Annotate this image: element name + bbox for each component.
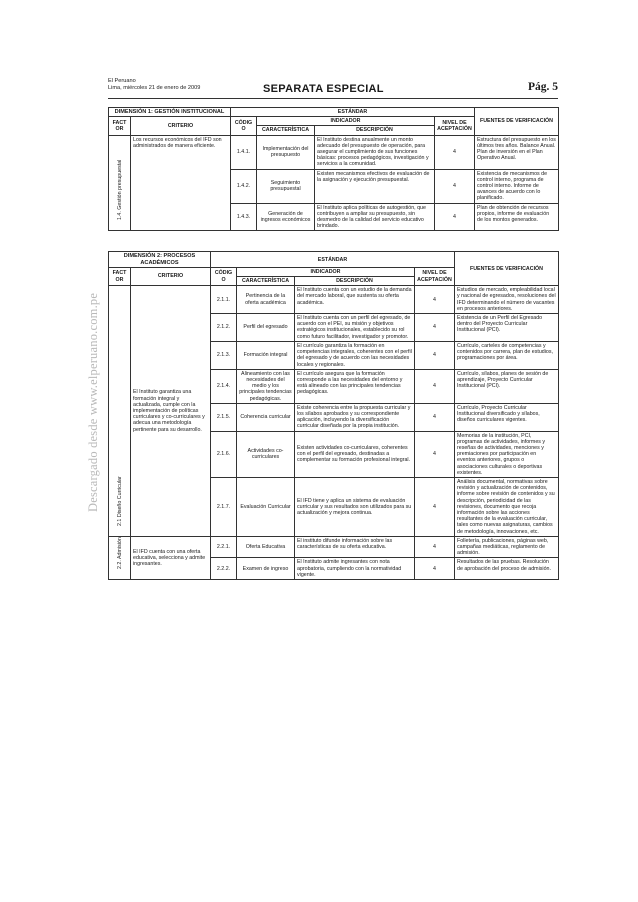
characteristic-cell: Seguimiento presupuestal [257, 169, 315, 203]
level-header: NIVEL DE ACEPTACIÓN [415, 267, 455, 285]
table-dimension-1 [108, 107, 559, 231]
sources-cell: Estudios de mercado, empleabilidad local y nacional de egresados, resoluciones del IFD determinando el número de vacantes en procesos anteriores. [455, 286, 559, 314]
page-number: Pág. 5 [527, 81, 558, 93]
code-cell: 1.4.3. [231, 203, 257, 231]
sources-header: FUENTES DE VERIFICACIÓN [475, 108, 559, 136]
characteristic-header: CARACTERÍSTICA [257, 126, 315, 135]
factor-cell: 2.1 Diseño Curricular [109, 286, 131, 537]
date-line: Lima, miércoles 21 de enero de 2009 [108, 84, 201, 91]
code-cell: 1.4.1. [231, 135, 257, 169]
characteristic-header: CARACTERÍSTICA [237, 277, 295, 286]
sources-cell: Currículo, Proyecto Curricular Institucional diversificado y sílabos, diseños curriculares vigentes. [455, 403, 559, 431]
newspaper-name: El Peruano [108, 78, 136, 84]
sources-cell: Existencia de mecanismos de control interno, programa de control interno. Informe de avances de acuerdo con lo planificado. [475, 169, 559, 203]
code-cell: 2.1.7. [211, 477, 237, 536]
level-cell: 4 [415, 431, 455, 477]
characteristic-cell: Actividades co-curriculares [237, 431, 295, 477]
level-cell: 4 [415, 314, 455, 342]
code-cell: 2.1.4. [211, 369, 237, 403]
table-row [109, 135, 559, 169]
code-cell: 2.1.2. [211, 314, 237, 342]
characteristic-cell: Coherencia curricular [237, 403, 295, 431]
description-cell: Existe coherencia entre la propuesta curricular y los sílabos aprobados y su correspondiente aplicación, incluyendo la diversificación curricular diseñada por la propia institución. [295, 403, 415, 431]
description-cell: El Instituto cuenta con un perfil del egresado, de acuerdo con el PEI, su misión y objetivos estratégicos institucionales, establecido su rol como futuro facilitador, investigador y promotor. [295, 314, 415, 342]
section-title: SEPARATA ESPECIAL [263, 83, 384, 95]
description-header: DESCRIPCIÓN [315, 126, 435, 135]
criterion-header: CRITERIO [131, 117, 231, 135]
code-cell: 2.1.6. [211, 431, 237, 477]
sources-cell: Estructura del presupuesto en los últimos tres años. Balance Anual. Plan de inversión en el Plan Operativo Anual. [475, 135, 559, 169]
code-cell: 2.1.5. [211, 403, 237, 431]
description-cell: El IFD tiene y aplica un sistema de evaluación curricular y sus resultados son utilizados para su actualización y mejora continua. [295, 477, 415, 536]
description-cell: Existen mecanismos efectivos de evaluación de la asignación y ejecución presupuestal. [315, 169, 435, 203]
level-cell: 4 [415, 286, 455, 314]
table-dimension-2 [108, 251, 559, 580]
level-cell: 4 [415, 477, 455, 536]
characteristic-cell: Formación integral [237, 341, 295, 369]
characteristic-cell: Alineamiento con las necesidades del medio y los principales tendencias pedagógicas. [237, 369, 295, 403]
indicator-header: INDICADOR [237, 267, 415, 276]
criterion-cell: El Instituto garantiza una formación integral y actualizada, cumple con la implementación de políticas curriculares y co-curriculares y adecua una metodología pertinente para su desarrollo. [131, 286, 211, 537]
level-cell: 4 [415, 536, 455, 558]
level-cell: 4 [415, 558, 455, 580]
characteristic-cell: Pertinencia de la oferta académica [237, 286, 295, 314]
sources-cell: Currículo, sílabos, planes de sesión de aprendizaje, Proyecto Curricular Institucional (PCI). [455, 369, 559, 403]
description-cell: El Instituto admite ingresantes con nota aprobatoria, cumpliendo con la normatividad vigente. [295, 558, 415, 580]
header-left [108, 78, 200, 91]
factor-cell: 2.2. Admisión [109, 536, 131, 579]
standard-header: ESTÁNDAR [211, 252, 455, 267]
sources-cell: Resultados de las pruebas. Resolución de aprobación del proceso de admisión. [455, 558, 559, 580]
code-cell: 1.4.2. [231, 169, 257, 203]
level-header: NIVEL DE ACEPTACIÓN [435, 117, 475, 135]
level-cell: 4 [415, 403, 455, 431]
factor-header: FACTOR [109, 117, 131, 135]
factor-cell: 1.4. Gestión presupuestal [109, 135, 131, 231]
level-cell: 4 [435, 169, 475, 203]
indicator-header: INDICADOR [257, 117, 435, 126]
code-cell: 2.1.1. [211, 286, 237, 314]
code-header: CÓDIGO [211, 267, 237, 285]
factor-header: FACTOR [109, 267, 131, 285]
level-cell: 4 [435, 135, 475, 169]
description-header: DESCRIPCIÓN [295, 277, 415, 286]
standard-header: ESTÁNDAR [231, 108, 475, 117]
sources-cell: Currículo, carteles de competencias y contenidos por carrera, plan de estudios, programaciones por área. [455, 341, 559, 369]
sources-cell: Existencia de un Perfil del Egresado dentro del Proyecto Curricular Institucional (PCI). [455, 314, 559, 342]
characteristic-cell: Evaluación Curricular [237, 477, 295, 536]
characteristic-cell: Generación de ingresos económicos [257, 203, 315, 231]
code-cell: 2.1.3. [211, 341, 237, 369]
description-cell: El currículo garantiza la formación en competencias integrales, coherentes con el perfil del egresado y de acuerdo con las necesidades locales y regionales. [295, 341, 415, 369]
sources-cell: Folletería, publicaciones, páginas web, campañas mediáticas, reglamento de admisión. [455, 536, 559, 558]
description-cell: El currículo asegura que la formación corresponde a las necesidades del entorno y está alineado con las principales tendencias pedagógicas. [295, 369, 415, 403]
characteristic-cell: Oferta Educativa [237, 536, 295, 558]
description-cell: El Instituto destina anualmente un monto adecuado del presupuesto de operación, para asegurar el cumplimiento de sus funciones básicas: procesos pedagógicos, investigación y servicios a la comunidad. [315, 135, 435, 169]
criterion-cell: El IFD cuenta con una oferta educativa, selecciona y admite ingresantes. [131, 536, 211, 579]
sources-cell: Análisis documental, normativas sobre revisión y actualización de contenidos, informe sobre revisión de contenidos y su descripción, periodicidad de las revisiones, documento que recoja información sobre las acciones resultantes de la evaluación curricular, tales como nuevas asignaturas, cambios de metodología, innovaciones, etc. [455, 477, 559, 536]
description-cell: El Instituto aplica políticas de autogestión, que contribuyen a ampliar su presupuesto, sin desmedro de la calidad del servicio educativo brindado. [315, 203, 435, 231]
dimension-title: DIMENSIÓN 2: PROCESOS ACADÉMICOS [109, 252, 211, 267]
page-header [108, 78, 558, 99]
sources-header: FUENTES DE VERIFICACIÓN [455, 252, 559, 286]
code-cell: 2.2.2. [211, 558, 237, 580]
characteristic-cell: Implementación del presupuesto [257, 135, 315, 169]
level-cell: 4 [435, 203, 475, 231]
characteristic-cell: Examen de ingreso [237, 558, 295, 580]
watermark: Descargado desde www.elperuano.com.pe [86, 292, 100, 512]
level-cell: 4 [415, 369, 455, 403]
code-header: CÓDIGO [231, 117, 257, 135]
code-cell: 2.2.1. [211, 536, 237, 558]
criterion-header: CRITERIO [131, 267, 211, 285]
description-cell: El instituto difunde información sobre las características de su oferta educativa. [295, 536, 415, 558]
characteristic-cell: Perfil del egresado [237, 314, 295, 342]
criterion-cell: Los recursos económicos del IFD son administrados de manera eficiente. [131, 135, 231, 231]
table-row [109, 286, 559, 314]
dimension-title: DIMENSIÓN 1: GESTIÓN INSTITUCIONAL [109, 108, 231, 117]
table-row [109, 536, 559, 558]
level-cell: 4 [415, 341, 455, 369]
description-cell: El Instituto cuenta con un estudio de la demanda del mercado laboral, que sustenta su oferta académica. [295, 286, 415, 314]
page-area [108, 78, 558, 580]
sources-cell: Memorias de la institución, PCI, programas de actividades, informes y reseñas de actividades, menciones y premiaciones por participación en eventos anteriores, grupos o asociaciones culturales o deportivas existentes. [455, 431, 559, 477]
description-cell: Existen actividades co-curriculares, coherentes con el perfil del egresado, destinadas a complementar su formación profesional integral. [295, 431, 415, 477]
sources-cell: Plan de obtención de recursos propios, informe de evaluación de los montos generados. [475, 203, 559, 231]
